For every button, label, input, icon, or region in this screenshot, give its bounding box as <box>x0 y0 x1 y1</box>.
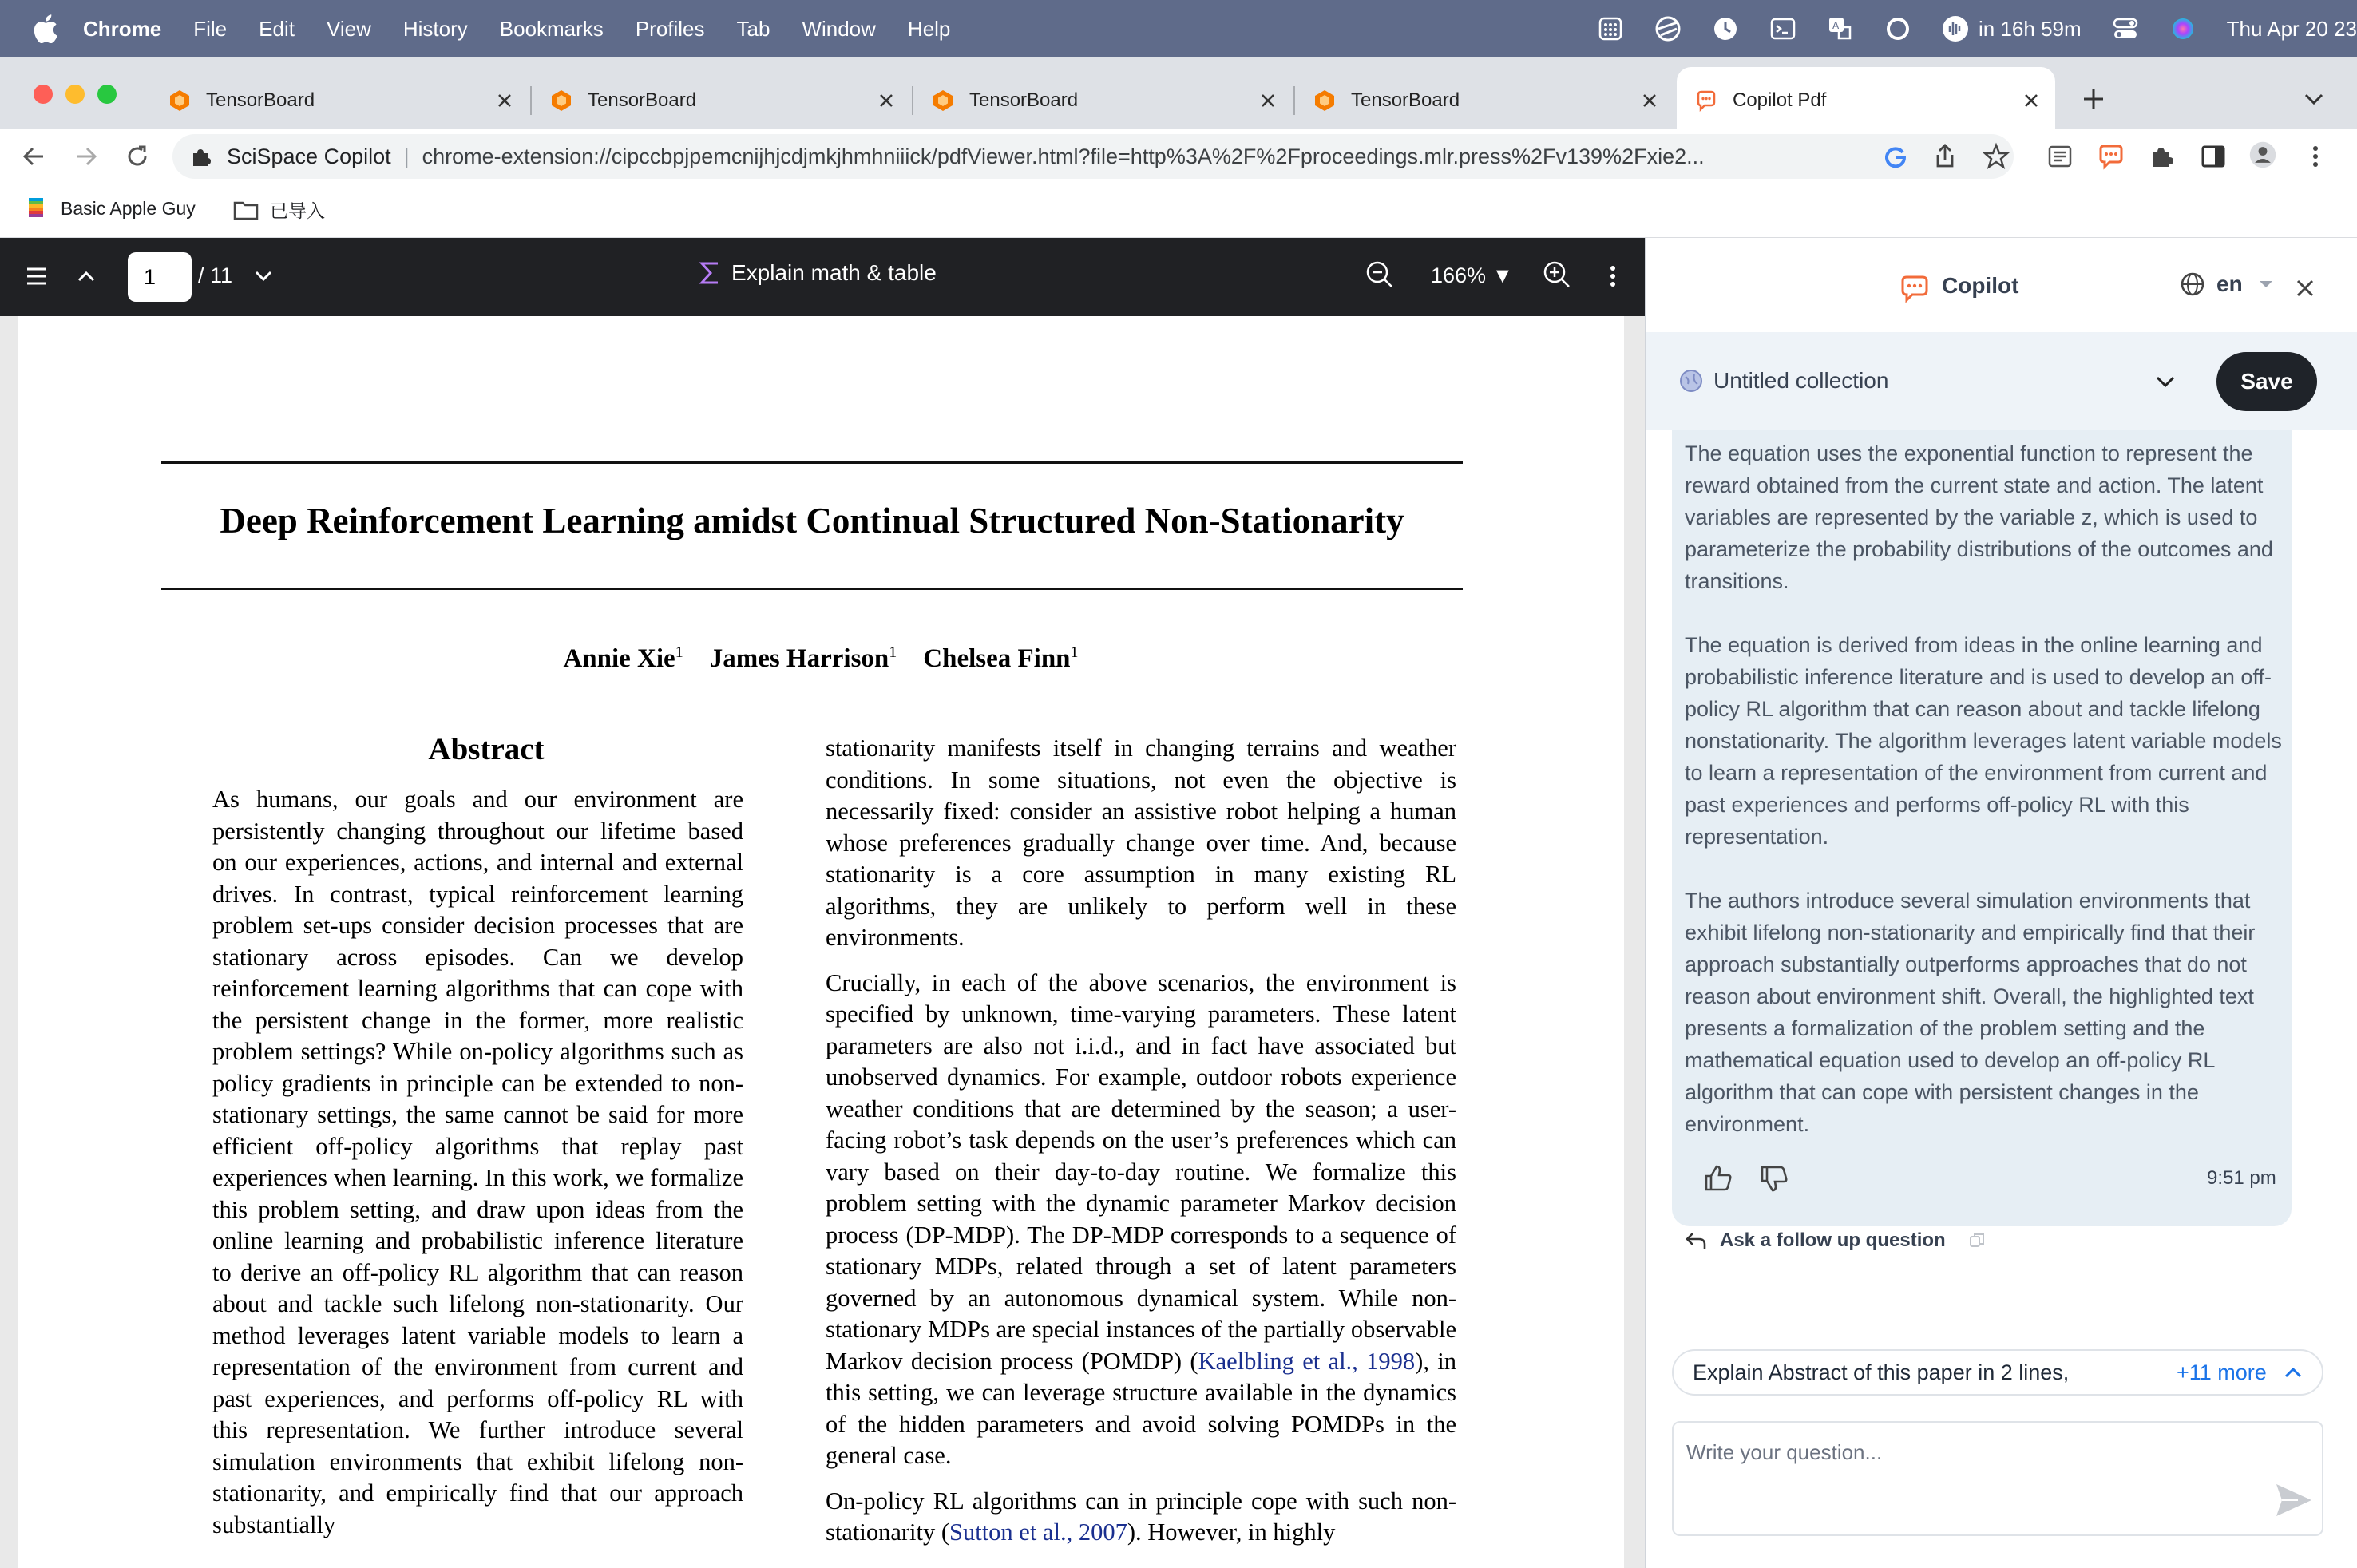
vpn-globe-icon[interactable] <box>1654 15 1682 42</box>
copilot-chat-icon <box>1694 89 1718 113</box>
tab-title: TensorBoard <box>206 89 315 111</box>
tab-tensorboard-4[interactable] <box>1313 72 1661 129</box>
bookmark-star-icon[interactable] <box>1982 142 2010 171</box>
author-affiliation: 1 <box>675 643 683 661</box>
answer-timestamp: 9:51 pm <box>2207 1167 2276 1189</box>
tab-separator <box>530 86 532 115</box>
pdf-scrollbar-track[interactable] <box>1624 316 1645 1568</box>
abstract-heading: Abstract <box>428 732 545 766</box>
explain-math-button[interactable] <box>696 259 937 287</box>
pdf-gutter <box>0 316 18 1568</box>
profile-avatar-icon[interactable] <box>2248 141 2277 169</box>
zoom-level-dropdown[interactable]: 166% ▼ <box>1431 263 1514 287</box>
copilot-logo-icon <box>1899 273 1931 303</box>
siri-icon[interactable] <box>2169 15 2197 42</box>
omnibox-extension-name: SciSpace Copilot <box>227 144 391 168</box>
reload-icon[interactable] <box>123 142 152 171</box>
circle-status-icon[interactable] <box>1884 15 1911 42</box>
zoom-out-icon[interactable] <box>1364 259 1396 291</box>
author-name: Chelsea Finn <box>923 644 1071 673</box>
more-suggestions-link[interactable]: +11 more <box>2177 1360 2267 1384</box>
paragraph-text: ). However, in highly <box>1127 1519 1336 1546</box>
paragraph-text: On-policy RL algorithms can in principle cope with such non-stationarity ( <box>826 1487 1456 1546</box>
tab-separator <box>912 86 913 115</box>
paragraph-text: Crucially, in each of the above scenarios, the environment is specified by unknown, time-varying parameters. These latent parameters are also not i.i.d., and in fact have associated but unobserved dynamics. For example, outdoor robots experience weather conditions that are determined by the season; a user-facing robot’s task depends on the user’s preferences which can vary based on their day-to-day routine. We formalize this problem setting with the dynamic parameter Markov decision process (DP-MDP). The DP-MDP corresponds to a sequence of stationary MDPs, related through a set of latent parameters governed by an autonomous dynamical system. While non-stationary MDPs are special instances of the partially observable Markov decision process (POMDP) ( <box>826 968 1456 1375</box>
tab-tensorboard-1[interactable] <box>168 72 516 129</box>
next-page-chevron-icon[interactable] <box>251 263 276 289</box>
forward-arrow-icon[interactable] <box>72 142 101 171</box>
soundwave-icon[interactable] <box>1942 15 1969 42</box>
folder-icon <box>233 199 259 221</box>
menu-bar-status-area <box>1597 0 2357 57</box>
tensorboard-icon <box>549 89 573 113</box>
collection-globe-icon <box>1678 368 1704 394</box>
suggested-question-text[interactable]: Explain Abstract of this paper in 2 lines, <box>1693 1360 2070 1384</box>
pdf-page <box>18 316 1624 1568</box>
zoom-in-icon[interactable] <box>1541 259 1573 291</box>
save-button[interactable]: Save <box>2216 352 2317 411</box>
bookmark-label: 已导入 <box>270 200 325 221</box>
author-affiliation: 1 <box>889 643 897 661</box>
body-paragraph <box>826 1486 1456 1549</box>
tab-title: Copilot Pdf <box>1733 89 1827 111</box>
menu-edit[interactable]: Edit <box>259 16 295 41</box>
abstract-body <box>212 784 743 1554</box>
send-icon[interactable] <box>2274 1482 2314 1519</box>
bookmarks-bar <box>0 184 2357 238</box>
bookmark-basic-apple-guy[interactable] <box>24 196 196 220</box>
copilot-header <box>1646 238 2357 332</box>
answer-text <box>1685 438 2284 1172</box>
share-icon[interactable] <box>1931 142 1959 171</box>
menu-profiles[interactable]: Profiles <box>635 16 705 41</box>
previous-page-chevron-icon[interactable] <box>73 263 99 289</box>
minimize-window-button[interactable] <box>65 85 85 104</box>
author-name: Annie Xie <box>563 644 675 673</box>
macos-menu-bar <box>0 0 2357 57</box>
ask-follow-up-button[interactable] <box>1685 1229 1986 1252</box>
tensorboard-icon <box>1313 89 1337 113</box>
abstract-paragraph: As humans, our goals and our environment are persistently changing throughout our lifetime based on our experiences, actions, and internal and external drives. In contrast, typical reinforcement learning problem set-ups consider decision processes that are stationary across episodes. Can we develop reinforcement learning algorithms that can cope with the persistent change in the former, more realistic problem settings? While on-policy algorithms such as policy gradients in principle can be extended to non-stationary settings, the same cannot be said for more efficient off-policy algorithms that replay past experiences when learning. In this work, we formalize this problem setting, and draw upon ideas from the online learning and probabilistic inference literature to derive an off-policy RL algorithm that can reason about and tackle such lifelong non-stationarity. Our method leverages latent variable models to learn a representation of the environment from current and past experiences, and performs off-policy RL with this representation. We further introduce several simulation environments that exhibit lifelong non-stationarity, and empirically find that our approach substantially <box>212 786 743 1538</box>
body-paragraph <box>826 968 1456 1472</box>
close-window-button[interactable] <box>34 85 53 104</box>
close-tab-icon[interactable] <box>2020 89 2042 112</box>
tensorboard-icon <box>168 89 192 113</box>
question-input[interactable] <box>1686 1440 2245 1488</box>
tab-tensorboard-2[interactable] <box>549 72 897 129</box>
menu-history[interactable]: History <box>402 16 468 41</box>
clock-icon[interactable] <box>1712 15 1739 42</box>
menu-window[interactable]: Window <box>802 16 876 41</box>
tab-tensorboard-3[interactable] <box>931 72 1279 129</box>
svg-text:A: A <box>1832 20 1840 31</box>
side-panel-icon[interactable] <box>2199 142 2228 171</box>
pdf-more-options-icon[interactable] <box>1600 262 1626 291</box>
menu-app-name[interactable]: Chrome <box>83 16 162 41</box>
page-total: / 11 <box>198 263 233 287</box>
title-top-rule <box>161 461 1463 464</box>
google-lens-icon[interactable] <box>1881 142 1910 171</box>
follow-up-label: Ask a follow up question <box>1720 1229 1946 1251</box>
answer-paragraph: The equation is derived from ideas in the online learning and probabilistic inference literature and is used to develop an off-policy RL algorithm that can reason about and tackle lifelong nonstationarity. The algorithm leverages latent variable models to learn a representation of the environment from current and past experiences and performs off-policy RL with this representation. <box>1685 633 2282 849</box>
language-selector[interactable] <box>2180 271 2275 297</box>
answer-paragraph: The authors introduce several simulation environments that exhibit lifelong non-stationarity and empirically find that their approach substantially outperforms approaches that do not reason about environment shift. Overall, the highlighted text presents a formalization of the problem setting and the mathematical equation used to develop an off-policy RL algorithm that can cope with persistent changes in the environment. <box>1685 889 2256 1136</box>
body-paragraph: stationarity manifests itself in changing terrains and weather conditions. In some situations, not even the objective is necessarily fixed: consider an assistive robot helping a human whose preferences gradually change over time. And, because stationarity is a core assumption in many existing RL algorithms, they are unlikely to perform well in these environments. <box>826 735 1456 951</box>
menu-file[interactable]: File <box>193 16 228 41</box>
collection-chevron-icon[interactable] <box>2153 370 2178 393</box>
reading-mode-icon[interactable] <box>2046 142 2074 171</box>
author-affiliation: 1 <box>1070 643 1079 661</box>
thumbs-up-icon[interactable] <box>1702 1162 1734 1194</box>
close-panel-icon[interactable] <box>2293 276 2317 300</box>
paper-title: Deep Reinforcement Learning amidst Continual Structured Non-Stationarity <box>220 501 1404 540</box>
page-number-input[interactable]: 1 <box>128 252 192 302</box>
tab-copilot-pdf[interactable] <box>1694 72 2042 129</box>
zoom-window-button[interactable] <box>97 85 117 104</box>
apple-logo-icon[interactable] <box>30 13 59 45</box>
copy-icon[interactable] <box>1968 1232 1986 1249</box>
menu-help[interactable]: Help <box>907 16 951 41</box>
close-tab-icon[interactable] <box>1638 89 1661 112</box>
omnibox-divider: | <box>403 144 410 168</box>
paragraph-text: ), in this setting, we can leverage structure available in the dynamics of the hidden parameters and avoid solving POMDPs in the general case. <box>826 1347 1456 1469</box>
citation-link[interactable]: Sutton et al., 2007 <box>949 1519 1127 1546</box>
bookmark-label: Basic Apple Guy <box>61 197 196 219</box>
extensions-puzzle-icon[interactable] <box>2148 142 2177 171</box>
menu-tab[interactable]: Tab <box>736 16 770 41</box>
copilot-extension-icon[interactable] <box>2097 142 2125 171</box>
new-tab-icon[interactable] <box>2079 85 2108 113</box>
close-tab-icon[interactable] <box>493 89 516 112</box>
question-input-box[interactable] <box>1672 1421 2323 1536</box>
chrome-menu-kebab-icon[interactable] <box>2301 142 2330 171</box>
hamburger-menu-icon[interactable] <box>22 262 51 291</box>
menu-bookmarks[interactable]: Bookmarks <box>499 16 604 41</box>
author-list <box>18 643 1624 674</box>
thumbs-down-icon[interactable] <box>1758 1162 1790 1194</box>
bookmark-folder-imported[interactable] <box>233 196 325 223</box>
collection-name[interactable]: Untitled collection <box>1713 368 1889 393</box>
tensorboard-icon <box>931 89 955 113</box>
grid-icon[interactable] <box>1597 15 1624 42</box>
menu-bar-clock[interactable]: Thu Apr 20 23 <box>2226 16 2357 41</box>
rainbow-apple-icon <box>24 196 48 220</box>
reply-arrow-icon <box>1685 1230 1707 1251</box>
close-tab-icon[interactable] <box>875 89 897 112</box>
control-center-icon[interactable] <box>2112 15 2139 42</box>
extension-puzzle-icon <box>188 144 214 169</box>
tab-search-chevron-icon[interactable] <box>2301 89 2327 109</box>
language-code: en <box>2216 271 2243 296</box>
tab-title: TensorBoard <box>1351 89 1460 111</box>
answer-paragraph: The equation uses the exponential function to represent the reward obtained from the current state and action. The latent variables are represented by the variable z, which is used to parameterize the probability distributions of the outcomes and transitions. <box>1685 441 2273 593</box>
close-tab-icon[interactable] <box>1257 89 1279 112</box>
author-name: James Harrison <box>709 644 889 673</box>
chevron-up-icon[interactable] <box>2282 1364 2304 1381</box>
tab-title: TensorBoard <box>969 89 1079 111</box>
countdown-text: in 16h 59m <box>1979 16 2082 41</box>
copilot-title: Copilot <box>1942 273 2019 298</box>
citation-link[interactable]: Kaelbling et al., 1998 <box>1198 1347 1416 1375</box>
sigma-icon <box>696 259 723 287</box>
pdf-toolbar <box>0 238 1645 316</box>
terminal-icon[interactable] <box>1769 15 1796 42</box>
tab-title: TensorBoard <box>588 89 697 111</box>
tab-separator <box>1293 86 1295 115</box>
omnibox-url[interactable]: chrome-extension://cipccbpjpemcnijhjcdjmkjhmhniiick/pdfViewer.html?file=http%3A%2F%2Fproceedings.mlr.press%2Fv139%2Fxie2... <box>422 144 1705 168</box>
introduction-column <box>826 733 1456 1562</box>
explain-math-label: Explain math & table <box>731 260 937 285</box>
globe-icon <box>2180 271 2205 297</box>
translate-icon[interactable] <box>1827 15 1854 42</box>
back-arrow-icon[interactable] <box>19 142 48 171</box>
caret-down-icon <box>2257 279 2275 290</box>
address-bar[interactable] <box>172 134 2014 179</box>
suggested-question-chip[interactable] <box>1672 1349 2323 1396</box>
title-bottom-rule <box>161 588 1463 590</box>
menu-view[interactable]: View <box>326 16 371 41</box>
